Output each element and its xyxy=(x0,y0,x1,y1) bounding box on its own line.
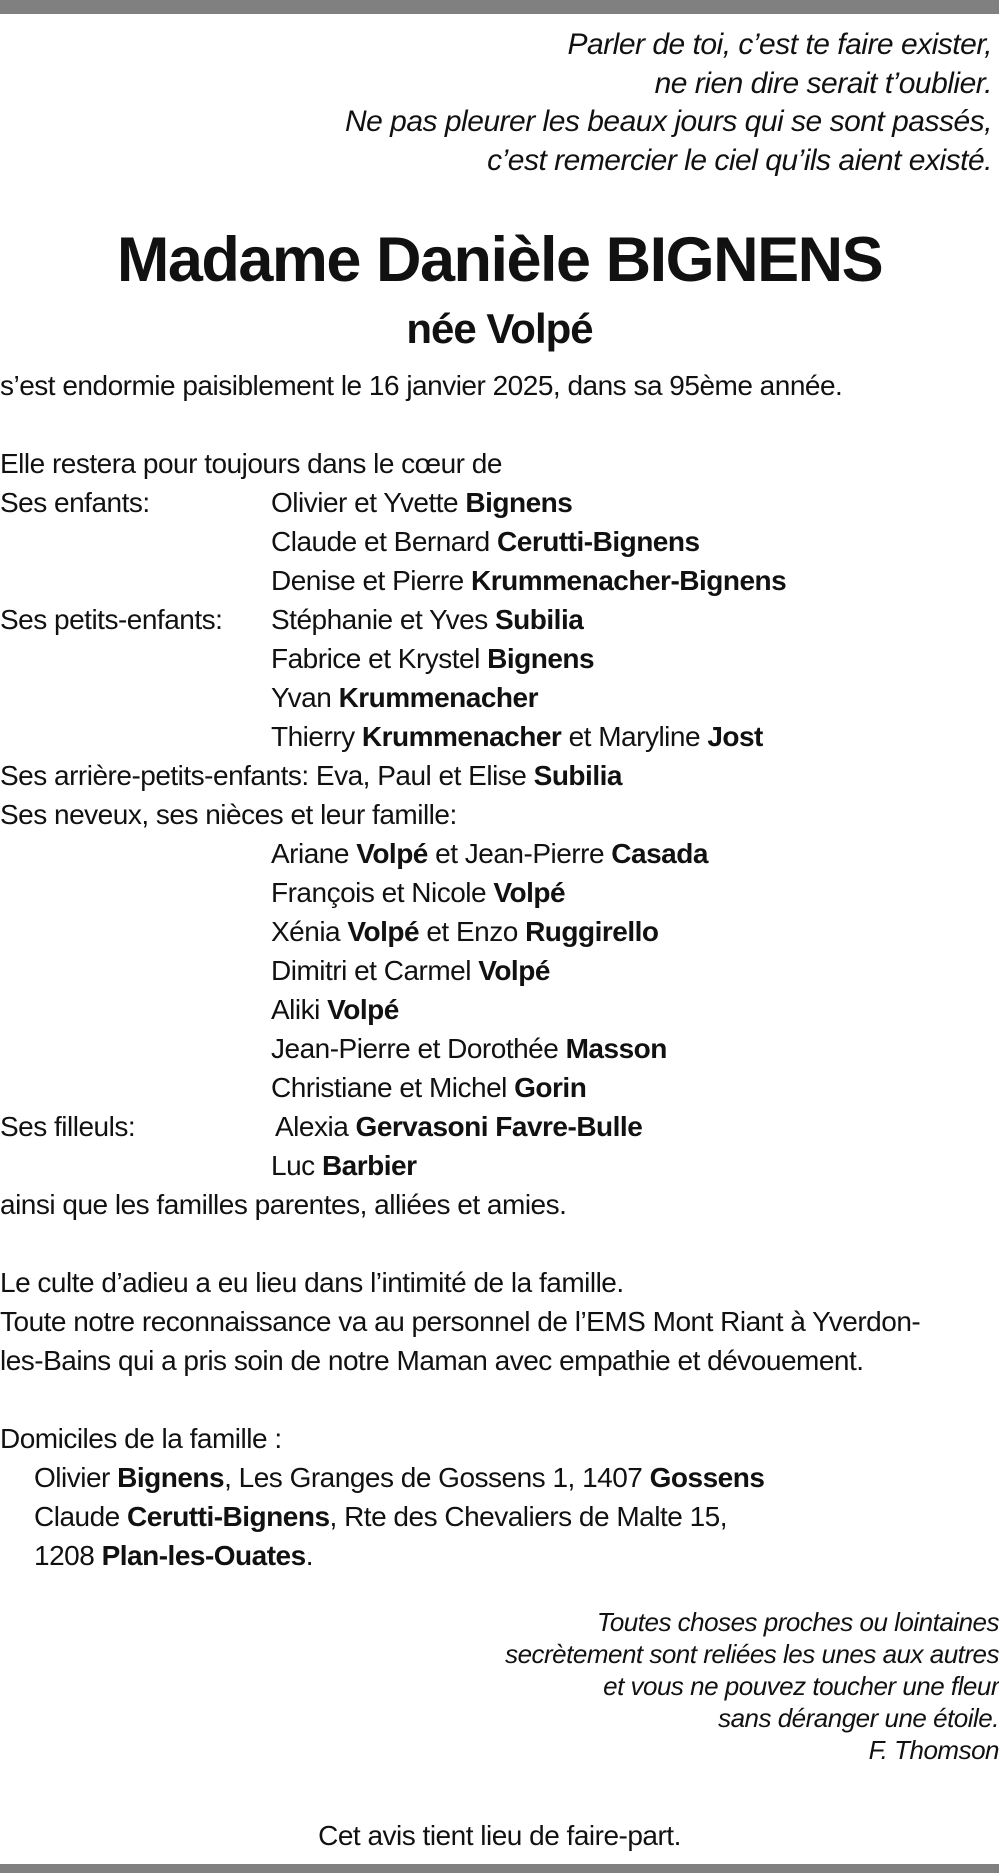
poem-line: Parler de toi, c’est te faire exister, xyxy=(567,28,992,61)
family-row xyxy=(0,951,999,990)
intro-text: s’est endormie paisiblement le 16 janvier 2025, dans sa 95ème année. xyxy=(0,370,843,401)
address-line: Olivier Bignens, Les Granges de Gossens 1, 1407 Gossens xyxy=(34,1462,765,1493)
bottom-border xyxy=(0,1864,999,1873)
family-member: François et Nicole Volpé xyxy=(271,877,566,908)
footer-note: Cet avis tient lieu de faire-part. xyxy=(318,1820,681,1851)
family-row xyxy=(0,1146,999,1185)
poem-line: et vous ne pouvez toucher une fleur xyxy=(603,1671,999,1701)
address-row xyxy=(0,1536,999,1575)
family-member: Yvan Krummenacher xyxy=(271,682,538,713)
deceased-name: Madame Danièle BIGNENS xyxy=(116,225,883,295)
godchildren-label: Ses filleuls: xyxy=(0,1111,136,1142)
poem-line: Ne pas pleurer les beaux jours qui se sont passés, xyxy=(344,105,992,138)
opening-poem xyxy=(345,26,992,180)
top-border xyxy=(0,0,999,14)
service-text: Le culte d’adieu a eu lieu dans l’intimité de la famille. xyxy=(0,1267,624,1298)
heart-text: Elle restera pour toujours dans le cœur de xyxy=(0,448,502,479)
family-member: Olivier et Yvette Bignens xyxy=(271,487,573,518)
family-row xyxy=(0,522,999,561)
family-row xyxy=(0,756,999,795)
poem-line: Toutes choses proches ou lointaines xyxy=(596,1607,999,1637)
family-row xyxy=(0,912,999,951)
grandchildren-label: Ses petits-enfants: xyxy=(0,604,223,635)
great-grandchildren: Ses arrière-petits-enfants: Eva, Paul et Elise Subilia xyxy=(0,760,622,791)
family-member: Xénia Volpé et Enzo Ruggirello xyxy=(271,916,659,947)
family-row xyxy=(0,717,999,756)
family-member: Thierry Krummenacher et Maryline Jost xyxy=(271,721,763,752)
family-member: Fabrice et Krystel Bignens xyxy=(271,643,595,674)
family-row xyxy=(0,990,999,1029)
spacer xyxy=(0,1380,999,1419)
poem-line: ne rien dire serait t’oublier. xyxy=(654,66,992,100)
children-label: Ses enfants: xyxy=(0,487,150,518)
family-row xyxy=(0,483,999,522)
closing-poem xyxy=(505,1606,999,1766)
address-row xyxy=(0,1497,999,1536)
family-row xyxy=(0,834,999,873)
family-member: Christiane et Michel Gorin xyxy=(271,1072,587,1103)
family-row xyxy=(0,1029,999,1068)
family-row xyxy=(0,873,999,912)
family-member: Denise et Pierre Krummenacher-Bignens xyxy=(271,565,787,596)
family-member: Luc Barbier xyxy=(271,1150,417,1181)
spacer xyxy=(0,405,999,444)
family-member: Claude et Bernard Cerutti-Bignens xyxy=(271,526,700,557)
families-text: ainsi que les familles parentes, alliées et amies. xyxy=(0,1189,567,1220)
family-member: Aliki Volpé xyxy=(271,994,399,1025)
nephews-label: Ses neveux, ses nièces et leur famille: xyxy=(0,799,457,830)
family-member: Stéphanie et Yves Subilia xyxy=(271,604,584,635)
poem-line: sans déranger une étoile. xyxy=(718,1703,999,1733)
spacer xyxy=(0,1224,999,1263)
family-member: Jean-Pierre et Dorothée Masson xyxy=(271,1033,667,1064)
poem-line: c’est remercier le ciel qu’ils aient existé. xyxy=(487,143,992,177)
domiciles-label: Domiciles de la famille : xyxy=(0,1423,282,1454)
address-line: 1208 Plan-les-Ouates. xyxy=(34,1540,313,1571)
family-row xyxy=(0,1107,999,1146)
family-row xyxy=(0,600,999,639)
maiden-name: née Volpé xyxy=(406,305,593,352)
family-row xyxy=(0,1068,999,1107)
family-row xyxy=(0,678,999,717)
family-member: Dimitri et Carmel Volpé xyxy=(271,955,550,986)
address-line: Claude Cerutti-Bignens, Rte des Chevaliers de Malte 15, xyxy=(34,1501,727,1532)
poem-author: F. Thomson xyxy=(868,1735,999,1765)
thanks-line: les-Bains qui a pris soin de notre Maman avec empathie et dévouement. xyxy=(0,1345,864,1376)
family-row xyxy=(0,561,999,600)
family-member: Alexia Gervasoni Favre-Bulle xyxy=(275,1111,643,1142)
poem-line: secrètement sont reliées les unes aux autres xyxy=(505,1639,999,1669)
thanks-line: Toute notre reconnaissance va au personnel de l’EMS Mont Riant à Yverdon- xyxy=(0,1306,921,1337)
address-row xyxy=(0,1458,999,1497)
family-row xyxy=(0,639,999,678)
notice-body xyxy=(0,366,999,1575)
family-member: Ariane Volpé et Jean-Pierre Casada xyxy=(271,838,708,869)
